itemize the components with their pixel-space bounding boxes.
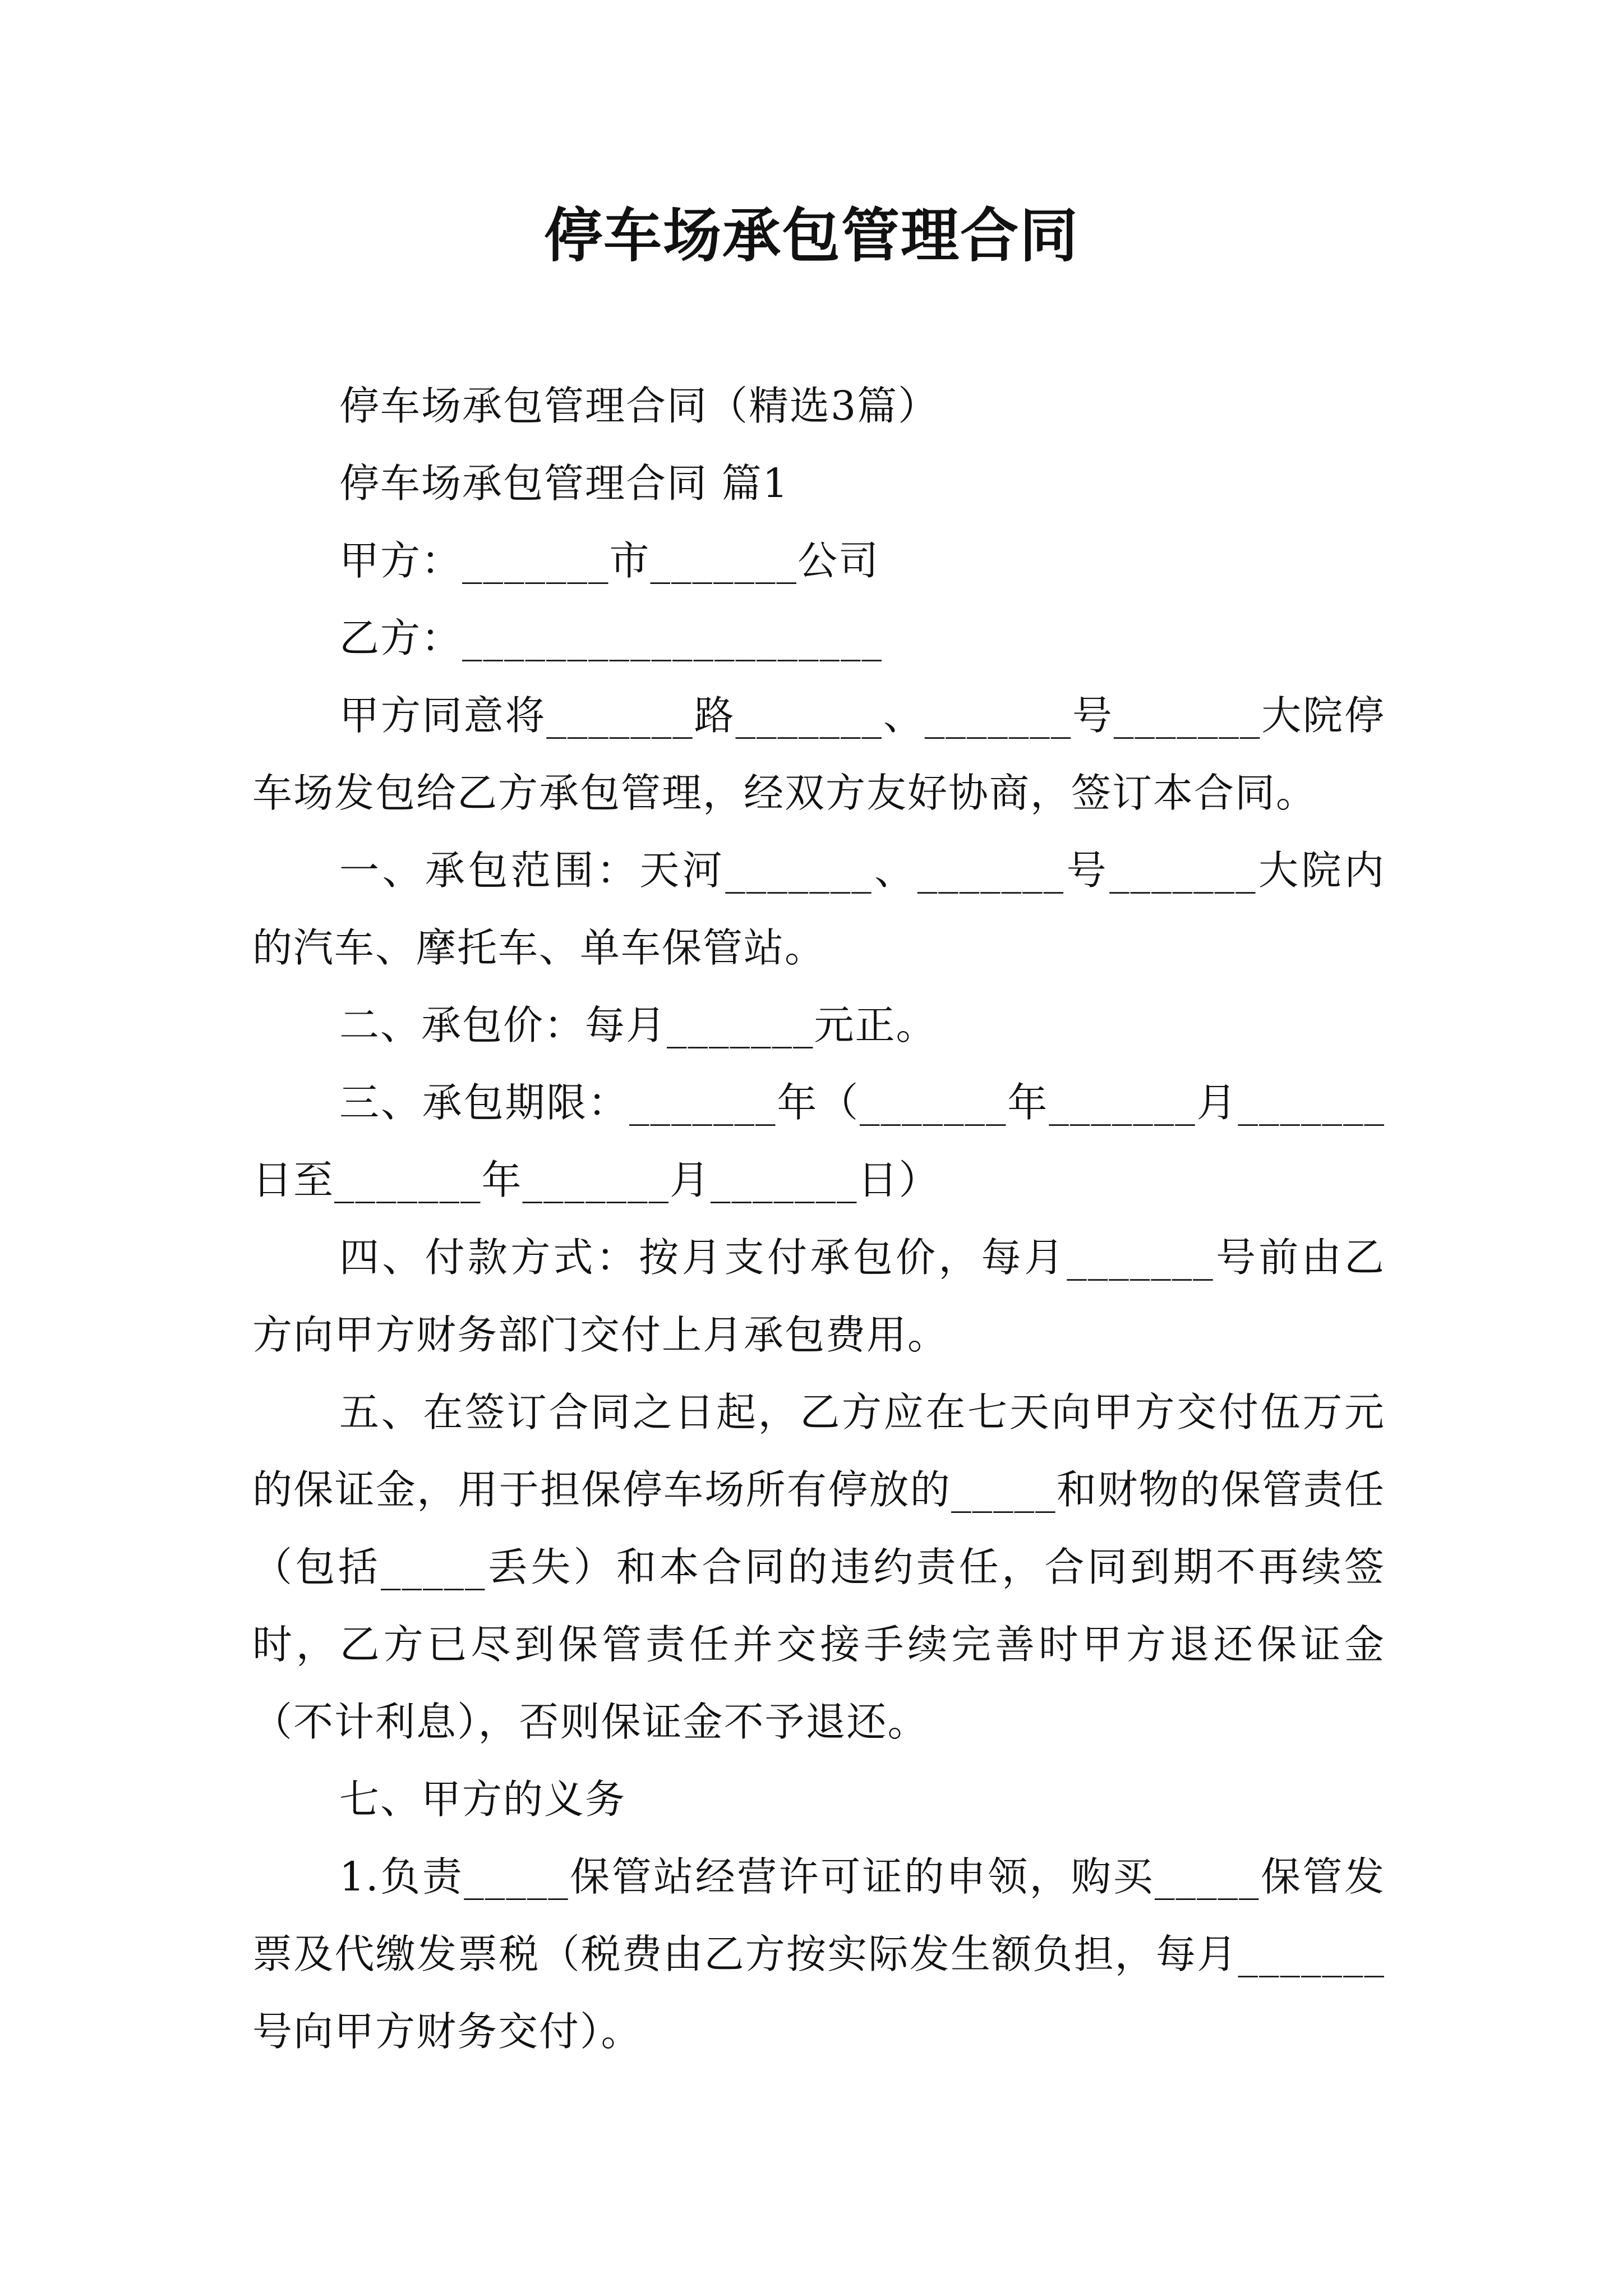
- paragraph-term: 三、承包期限：_______年（_______年_______月_______日至_______年_______月_______日）: [252, 1079, 1385, 1203]
- paragraph-party-b: 乙方：____________________: [339, 615, 883, 661]
- document-body: [252, 367, 1385, 2070]
- document-title: 停车场承包管理合同: [543, 201, 1079, 270]
- paragraph-deposit: 五、在签订合同之日起，乙方应在七天向甲方交付伍万元的保证金，用于担保停车场所有停放的_____和财物的保管责任（包括_____丢失）和本合同的违约责任，合同到期不再续签时，乙方已尽到保管责任并交接手续完善时甲方退还保证金（不计利息），否则保证金不予退还。: [252, 1389, 1385, 1745]
- paragraph-obligation-1: 1.负责_____保管站经营许可证的申领，购买_____保管发票及代缴发票税（税费由乙方按实际发生额负担，每月_______号向甲方财务交付）。: [252, 1853, 1385, 2055]
- paragraph-scope: 一、承包范围：天河_______、_______号_______大院内的汽车、摩托车、单车保管站。: [252, 847, 1385, 971]
- paragraph-obligations-heading: 七、甲方的义务: [339, 1776, 626, 1823]
- paragraph-party-a: 甲方：_______市_______公司: [339, 537, 880, 584]
- paragraph-payment: 四、付款方式：按月支付承包价，每月_______号前由乙方向甲方财务部门交付上月承包费用。: [252, 1234, 1385, 1358]
- paragraph-part-title: 停车场承包管理合同 篇1: [339, 460, 789, 507]
- paragraph-intro: 甲方同意将_______路_______、_______号_______大院停车场发包给乙方承包管理，经双方友好协商，签订本合同。: [252, 692, 1385, 816]
- paragraph-price: 二、承包价：每月_______元正。: [339, 1002, 937, 1048]
- paragraph-heading: 停车场承包管理合同（精选3篇）: [339, 383, 939, 429]
